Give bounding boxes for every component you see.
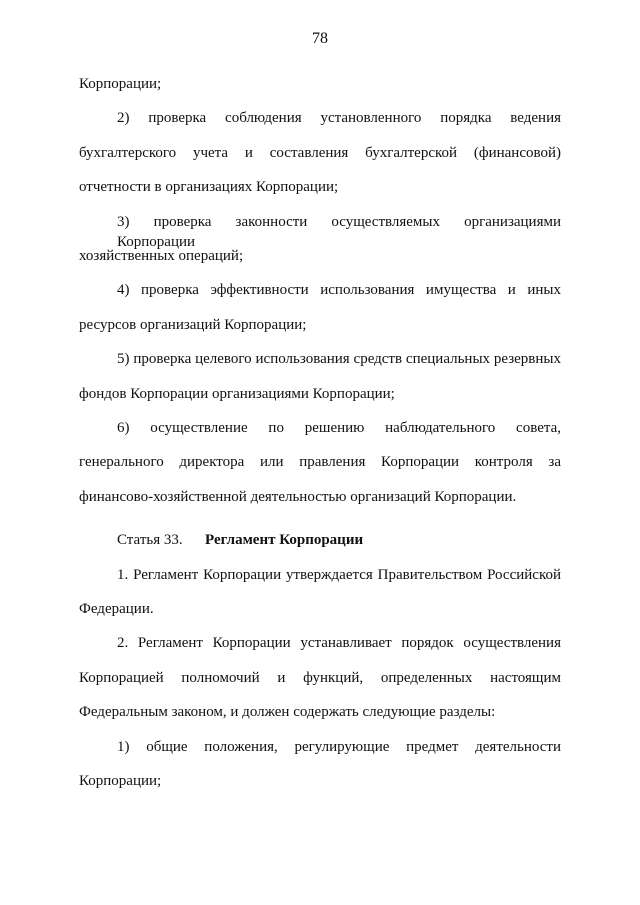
text-line: ресурсов организаций Корпорации; xyxy=(79,317,307,333)
text-line: хозяйственных операций; xyxy=(79,248,244,264)
text-line: 3) проверка законности осуществляемых организациями Корпорации xyxy=(117,214,561,250)
text-line: генерального директора или правления Корпорации контроля за xyxy=(79,454,561,470)
article-number: Статья 33. xyxy=(117,532,183,548)
text-line: 6) осуществление по решению наблюдательного совета, xyxy=(117,420,561,436)
text-line: фондов Корпорации организациями Корпорации; xyxy=(79,386,395,402)
text-line: 2. Регламент Корпорации устанавливает порядок осуществления xyxy=(117,635,561,651)
text-line: Федерации. xyxy=(79,601,154,617)
article-title: Регламент Корпорации xyxy=(205,532,364,548)
article-heading xyxy=(117,530,561,550)
page-number: 78 xyxy=(312,30,328,47)
text-line: Федеральным законом, и должен содержать следующие разделы: xyxy=(79,704,496,720)
text-line: бухгалтерского учета и составления бухгалтерской (финансовой) xyxy=(79,145,561,161)
text-line: 5) проверка целевого использования средств специальных резервных xyxy=(117,351,561,367)
text-line: 2) проверка соблюдения установленного порядка ведения xyxy=(117,110,561,126)
text-line: 4) проверка эффективности использования имущества и иных xyxy=(117,282,561,298)
text-line: 1. Регламент Корпорации утверждается Правительством Российской xyxy=(117,567,561,583)
text-line: Корпорации; xyxy=(79,76,162,92)
text-line: 1) общие положения, регулирующие предмет деятельности xyxy=(117,739,561,755)
text-line: отчетности в организациях Корпорации; xyxy=(79,179,339,195)
text-line: Корпорации; xyxy=(79,773,162,789)
text-line: финансово-хозяйственной деятельностью организаций Корпорации. xyxy=(79,489,517,505)
text-line: Корпорацией полномочий и функций, определенных настоящим xyxy=(79,670,561,686)
